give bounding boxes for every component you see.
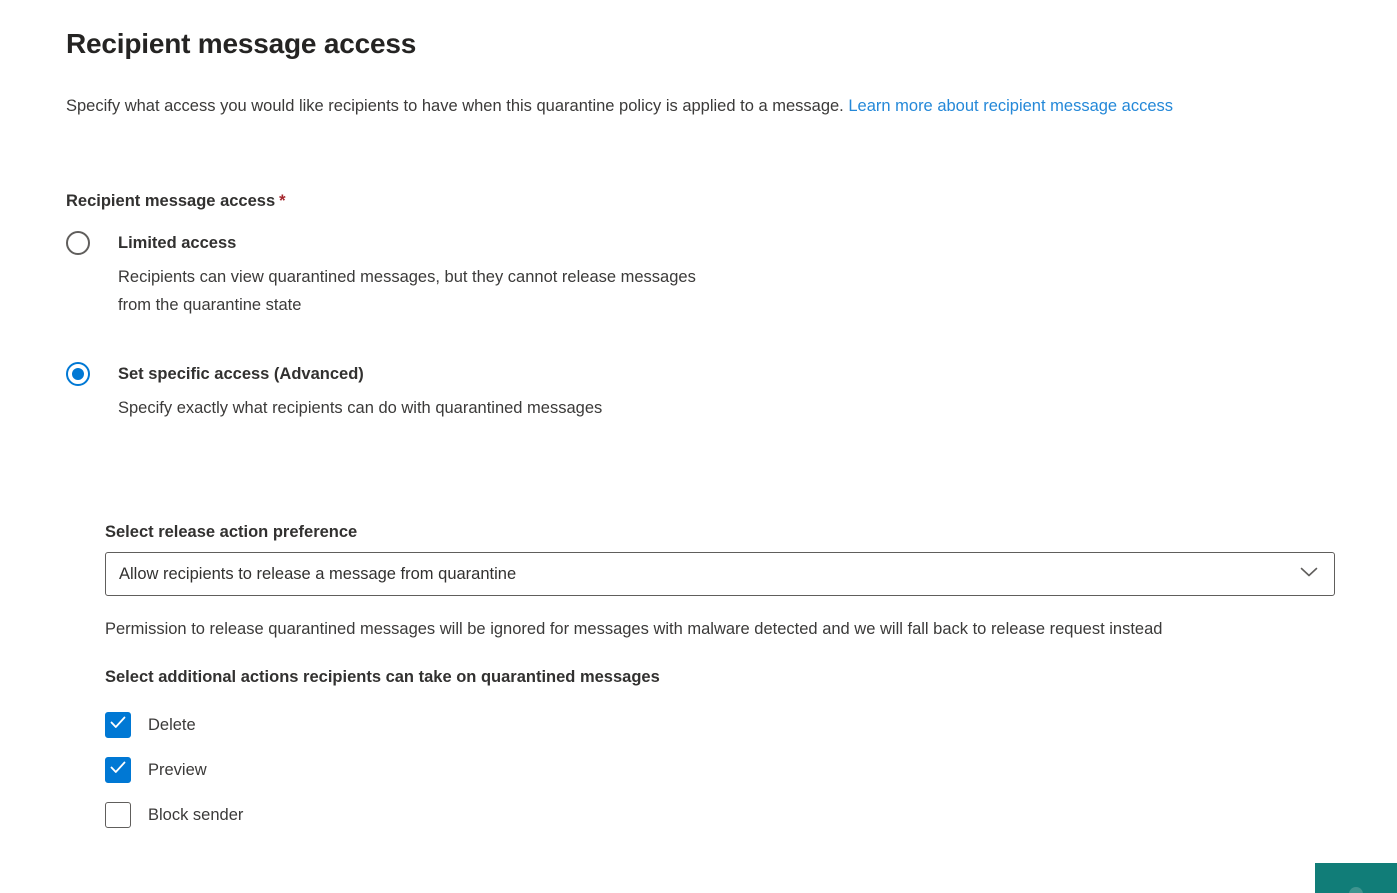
checkbox-label[interactable]: Delete bbox=[148, 715, 196, 734]
access-field-label-text: Recipient message access bbox=[66, 192, 276, 210]
release-permission-note: Permission to release quarantined messages will be ignored for messages with malware detected and we will fall back to release request instead bbox=[105, 620, 1163, 638]
checkbox-unchecked[interactable] bbox=[105, 802, 131, 828]
checkbox-label[interactable]: Block sender bbox=[148, 805, 244, 824]
radio-option-limited-access[interactable] bbox=[66, 232, 1335, 319]
radio-description: Specify exactly what recipients can do with quarantined messages bbox=[118, 399, 603, 417]
checkmark-icon bbox=[110, 761, 126, 779]
intro-text: Specify what access you would like recipients to have when this quarantine policy is applied to a message. bbox=[66, 97, 849, 115]
radio-description: Recipients can view quarantined messages, but they cannot release messages from the quarantine state bbox=[118, 268, 696, 314]
checkbox-row-delete[interactable] bbox=[105, 712, 1335, 738]
help-glyph-icon bbox=[1349, 887, 1363, 893]
feedback-corner-button[interactable] bbox=[1315, 863, 1397, 893]
chevron-down-icon bbox=[1300, 565, 1318, 583]
intro-paragraph bbox=[66, 92, 1335, 120]
checkbox-checked[interactable] bbox=[105, 712, 131, 738]
checkbox-row-block-sender[interactable] bbox=[105, 802, 1335, 828]
radio-label[interactable]: Limited access bbox=[118, 234, 237, 252]
page-title: Recipient message access bbox=[66, 28, 417, 59]
checkbox-checked[interactable] bbox=[105, 757, 131, 783]
required-asterisk: * bbox=[279, 192, 286, 210]
additional-actions-checkbox-list bbox=[105, 712, 1335, 828]
radio-option-set-specific-access[interactable] bbox=[66, 363, 1335, 422]
advanced-access-section bbox=[105, 521, 1335, 828]
learn-more-link[interactable]: Learn more about recipient message access bbox=[848, 97, 1174, 115]
radio-group-recipient-access bbox=[66, 232, 1335, 422]
radio-label[interactable]: Set specific access (Advanced) bbox=[118, 365, 364, 383]
additional-actions-label: Select additional actions recipients can take on quarantined messages bbox=[105, 668, 660, 686]
release-action-dropdown-value: Allow recipients to release a message from quarantine bbox=[119, 564, 517, 583]
release-action-label: Select release action preference bbox=[105, 523, 358, 541]
release-action-dropdown[interactable] bbox=[105, 552, 1335, 596]
checkmark-icon bbox=[110, 716, 126, 734]
checkbox-row-preview[interactable] bbox=[105, 757, 1335, 783]
access-field-label bbox=[66, 190, 1335, 212]
radio-button-unselected[interactable] bbox=[66, 231, 90, 255]
radio-button-selected[interactable] bbox=[66, 362, 90, 386]
checkbox-label[interactable]: Preview bbox=[148, 760, 207, 779]
